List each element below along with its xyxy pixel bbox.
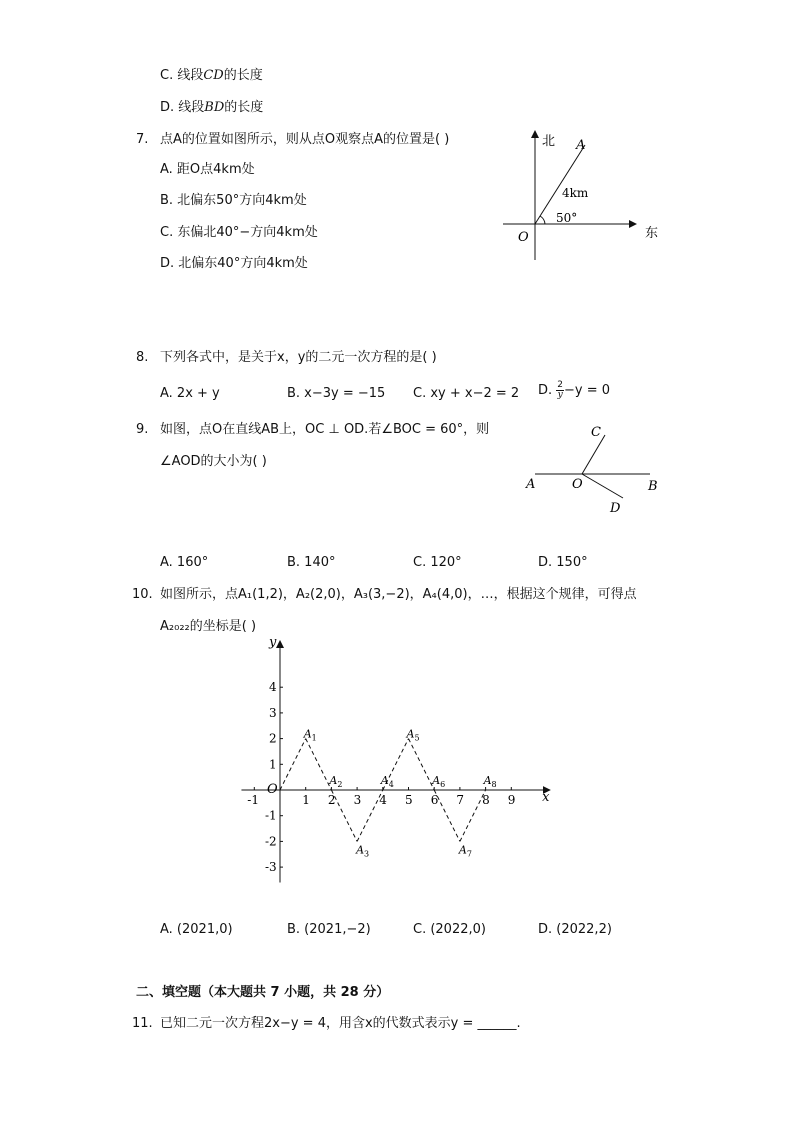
q10-y-tick-label: -1 [265, 808, 277, 823]
q9-option-a: A. 160° [160, 555, 209, 570]
q9-option-d: D. 150° [538, 555, 588, 570]
q7-east-label: 东 [645, 226, 659, 241]
q7-option-c: C. 东偏北40°−方向4km处 [160, 225, 318, 240]
q10-x-tick-label: 5 [405, 793, 413, 807]
q9-label-a: A [526, 477, 536, 492]
q10-coordinate-graph [230, 635, 560, 890]
q10-y-tick-label: -2 [265, 834, 277, 849]
q10-x-tick-label: 2 [327, 793, 336, 807]
q10-point-label-a2: $A_2$ [329, 774, 343, 789]
q10-option-c: C. (2022,0) [413, 922, 486, 937]
q8-option-d-fraction: $\frac{2}{y}$ [557, 380, 564, 400]
q9-number: 9. [136, 422, 149, 437]
q10-x-tick-label: 8 [482, 793, 490, 807]
q7-distance-label: 4km [562, 186, 589, 200]
q10-x-tick-label: -1 [247, 793, 260, 807]
q10-dashed-segment [280, 739, 306, 790]
q9-stem-line2: ∠AOD的大小为( ) [160, 454, 267, 469]
q10-y-tick-label: -3 [265, 860, 277, 875]
q8-stem: 下列各式中，是关于x，y的二元一次方程的是( ) [160, 350, 437, 365]
q7-origin-label: O [518, 230, 529, 245]
q6-option-c: C. 线段CD的长度 [160, 68, 263, 83]
q10-x-tick-label: 7 [456, 793, 465, 807]
q8-number: 8. [136, 350, 149, 365]
q7-angle-label: 50° [556, 211, 578, 225]
q10-x-axis-label: x [542, 790, 550, 805]
q9-label-o: O [572, 477, 583, 492]
q10-stem-line2: A₂₀₂₂的坐标是( ) [160, 619, 257, 634]
q7-option-d: D. 北偏东40°方向4km处 [160, 256, 308, 271]
q10-y-tick-label: 2 [269, 731, 277, 746]
q7-point-label: A [576, 138, 586, 153]
q8-option-b: B. x−3y = −15 [287, 386, 386, 401]
q8-option-c: C. xy + x−2 = 2 [413, 386, 520, 401]
q10-option-d: D. (2022,2) [538, 922, 612, 937]
section-2-title: 二、填空题（本大题共 7 小题，共 28 分） [136, 985, 390, 1000]
q11-stem: 已知二元一次方程2x−y = 4，用含x的代数式表示y = ______. [160, 1016, 521, 1031]
q10-point-label-a3: $A_3$ [356, 843, 370, 859]
q10-point-label-a5: $A_5$ [406, 727, 420, 743]
q7-option-a: A. 距O点4km处 [160, 162, 255, 177]
q7-angle-arc [540, 216, 545, 224]
q10-y-tick-label: 4 [269, 680, 277, 695]
q10-option-b: B. (2021,−2) [287, 922, 371, 937]
q10-origin-label: O [267, 782, 278, 797]
q10-x-tick-label: 9 [507, 793, 516, 807]
q10-point-label-a1: $A_1$ [303, 727, 317, 743]
q9-option-c: C. 120° [413, 555, 462, 570]
q10-dashed-segment [306, 739, 332, 790]
q10-x-tick-label: 6 [430, 793, 439, 807]
q9-stem-line1: 如图，点O在直线AB上，OC ⊥ OD.若∠BOC = 60°，则 [160, 422, 490, 437]
q10-dashed-segment [409, 739, 435, 790]
q10-point-label-a8: $A_8$ [483, 774, 497, 789]
q7-stem: 点A的位置如图所示，则从点O观察点A的位置是( ) [160, 132, 450, 147]
q9-label-b: B [648, 479, 658, 494]
q9-ray-oc [582, 435, 605, 474]
q10-y-tick-label: 1 [269, 757, 277, 772]
q8-option-d: D. $\frac{2}{y}$ −y = 0 [538, 380, 611, 400]
q7-number: 7. [136, 132, 149, 147]
q10-point-label-a4: $A_4$ [380, 774, 394, 789]
q10-y-tick-label: 3 [269, 705, 277, 720]
q10-x-tick-label: 1 [302, 793, 310, 807]
q7-direction-figure [500, 125, 670, 265]
q10-y-axis-label: y [269, 635, 277, 651]
q6-option-d: D. 线段BD的长度 [160, 100, 264, 115]
q10-x-tick-label: 4 [379, 793, 387, 807]
q11-number: 11. [132, 1016, 153, 1031]
q7-north-label: 北 [542, 134, 556, 149]
q9-label-d: D [610, 501, 621, 516]
q10-x-tick-label: 3 [353, 793, 362, 807]
q10-number: 10. [132, 587, 153, 602]
q10-point-label-a6: $A_6$ [432, 774, 446, 789]
q10-stem-line1: 如图所示，点A₁(1,2)，A₂(2,0)，A₃(3,−2)，A₄(4,0)，…，根据这个规律，可得点 [160, 587, 637, 602]
q9-option-b: B. 140° [287, 555, 336, 570]
q10-point-label-a7: $A_7$ [458, 843, 472, 859]
q10-option-a: A. (2021,0) [160, 922, 233, 937]
q8-option-a: A. 2x + y [160, 386, 220, 401]
q9-angle-figure [520, 420, 670, 520]
q7-option-b: B. 北偏东50°方向4km处 [160, 193, 307, 208]
q9-ray-od [582, 474, 623, 498]
q9-label-c: C [591, 425, 601, 440]
